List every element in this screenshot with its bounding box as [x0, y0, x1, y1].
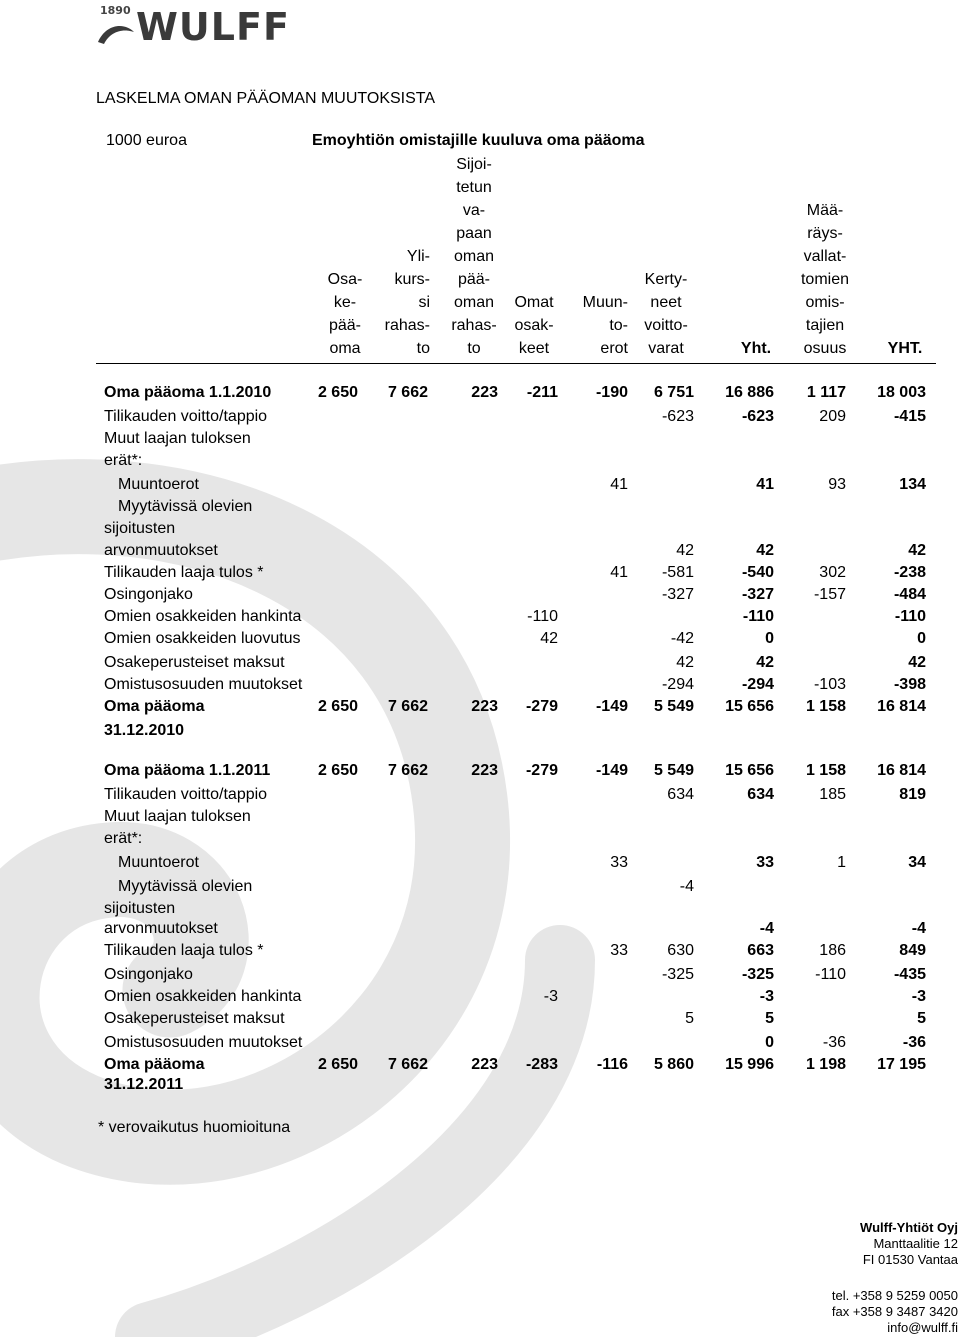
table-cell: 663	[747, 942, 774, 959]
table-cell: -279	[525, 698, 558, 715]
row-label: 31.12.2010	[104, 722, 185, 739]
table-row	[0, 762, 960, 784]
table-cell: 5	[917, 1010, 926, 1027]
header-rule	[96, 363, 936, 364]
table-cell: -294	[661, 676, 694, 693]
table-cell: 16 886	[725, 384, 774, 401]
row-label: Omistusosuuden muutokset	[104, 1034, 303, 1051]
table-cell: 223	[471, 1056, 498, 1073]
row-label: Osakeperusteiset maksut	[104, 654, 285, 671]
table-row	[0, 942, 960, 964]
table-row	[0, 608, 960, 630]
table-cell: 849	[899, 942, 926, 959]
table-cell: -325	[741, 966, 774, 983]
row-label: erät*:	[104, 830, 143, 847]
company-email[interactable]: info@wulff.fi	[887, 1320, 958, 1335]
table-cell: 5	[765, 1010, 774, 1027]
table-cell: 2 650	[317, 1056, 358, 1073]
company-name: Wulff-Yhtiöt Oyj	[860, 1220, 958, 1235]
table-row	[0, 698, 960, 720]
row-label: Omien osakkeiden luovutus	[104, 630, 301, 647]
table-cell: -110	[815, 966, 846, 983]
table-cell: 1 158	[805, 762, 846, 779]
company-street: Manttaalitie 12	[873, 1236, 958, 1251]
row-label: Osingonjako	[104, 586, 193, 603]
row-label: Muut laajan tuloksen	[104, 430, 251, 447]
row-label: Oma pääoma 1.1.2010	[104, 384, 272, 401]
table-cell: -283	[525, 1056, 558, 1073]
table-cell: 42	[676, 542, 694, 559]
table-row	[0, 408, 960, 430]
row-label: Muuntoerot	[118, 854, 199, 871]
table-cell: 0	[765, 1034, 774, 1051]
table-cell: 42	[756, 542, 774, 559]
table-cell: -190	[595, 384, 628, 401]
table-cell: 16 814	[877, 698, 926, 715]
row-label: Muut laajan tuloksen	[104, 808, 251, 825]
table-cell: 7 662	[387, 698, 428, 715]
table-cell: 223	[471, 384, 498, 401]
table-cell: 93	[828, 476, 846, 493]
table-row	[0, 878, 960, 900]
table-row	[0, 654, 960, 676]
row-label: arvonmuutokset	[104, 542, 218, 559]
table-row	[0, 520, 960, 542]
table-cell: -279	[525, 762, 558, 779]
table-cell: 2 650	[317, 384, 358, 401]
table-cell: -36	[902, 1034, 926, 1051]
table-row	[0, 854, 960, 876]
table-cell: -238	[893, 564, 926, 581]
row-label: Tilikauden laaja tulos *	[104, 942, 264, 959]
table-cell: 41	[610, 476, 628, 493]
table-row	[0, 452, 960, 474]
row-label: Oma pääoma	[104, 1056, 205, 1073]
table-cell: 42	[756, 654, 774, 671]
colhead-invested-equity: Sijoi- tetun va- paan oman pää- oman rahas- to	[451, 156, 497, 357]
table-cell: -327	[741, 586, 774, 603]
table-cell: 33	[610, 942, 628, 959]
table-cell: -3	[911, 988, 926, 1005]
company-address	[658, 1220, 958, 1268]
table-cell: 209	[819, 408, 846, 425]
table-row	[0, 1010, 960, 1032]
table-cell: 634	[747, 786, 774, 803]
table-cell: 7 662	[387, 762, 428, 779]
table-cell: 2 650	[317, 762, 358, 779]
table-row	[0, 542, 960, 564]
row-label: 31.12.2011	[104, 1076, 184, 1093]
table-row	[0, 498, 960, 520]
table-cell: 16 814	[877, 762, 926, 779]
table-cell: 2 650	[317, 698, 358, 715]
table-row	[0, 722, 960, 744]
company-city: FI 01530 Vantaa	[862, 1252, 958, 1267]
table-cell: -211	[526, 384, 558, 401]
table-cell: 1	[837, 854, 846, 871]
table-cell: 42	[676, 654, 694, 671]
row-label: Osingonjako	[104, 966, 193, 983]
table-row	[0, 786, 960, 808]
table-cell: -42	[670, 630, 694, 647]
company-phone: tel. +358 9 5259 0050	[831, 1288, 958, 1303]
table-cell: -435	[893, 966, 926, 983]
table-cell: -581	[661, 564, 694, 581]
table-row	[0, 988, 960, 1010]
logo-text: WULFF	[136, 5, 290, 49]
table-cell: -110	[742, 608, 774, 625]
row-label: Tilikauden voitto/tappio	[104, 408, 268, 425]
table-cell: -149	[595, 762, 628, 779]
logo-swoosh-icon	[96, 18, 136, 48]
table-cell: -103	[813, 676, 846, 693]
row-label: Myytävissä olevien	[118, 498, 253, 515]
table-cell: 819	[899, 786, 926, 803]
row-label: Omistusosuuden muutokset	[104, 676, 303, 693]
table-cell: 15 656	[725, 698, 774, 715]
table-row	[0, 476, 960, 498]
colhead-own-shares: Omat osak- keet	[514, 294, 554, 357]
table-cell: -623	[661, 408, 694, 425]
table-cell: -157	[813, 586, 846, 603]
row-label: Osakeperusteiset maksut	[104, 1010, 285, 1027]
row-label: arvonmuutokset	[104, 920, 218, 937]
colhead-share-capital: Osa- ke- pää- oma	[327, 271, 363, 357]
table-cell: -110	[894, 608, 926, 625]
table-row	[0, 630, 960, 652]
row-label: sijoitusten	[104, 520, 176, 537]
table-row	[0, 1076, 960, 1098]
company-fax: fax +358 9 3487 3420	[831, 1304, 958, 1319]
table-cell: 0	[765, 630, 774, 647]
table-cell: -3	[543, 988, 558, 1005]
colhead-minority: Mää- räys- vallat- tomien omis- tajien osuus	[800, 202, 850, 357]
table-row	[0, 830, 960, 852]
colhead-total: Yht.	[740, 340, 772, 357]
table-cell: 302	[819, 564, 846, 581]
table-cell: 42	[540, 630, 558, 647]
table-cell: 1 158	[805, 698, 846, 715]
table-cell: -540	[741, 564, 774, 581]
colhead-grand-total: YHT.	[887, 340, 923, 357]
colhead-retained: Kerty- neet voitto- varat	[644, 271, 688, 357]
table-row	[0, 808, 960, 830]
table-cell: 33	[610, 854, 628, 871]
table-cell: -415	[893, 408, 926, 425]
table-cell: 42	[908, 542, 926, 559]
table-row	[0, 384, 960, 406]
table-cell: -327	[661, 586, 694, 603]
table-cell: 5 860	[653, 1056, 694, 1073]
company-contact	[658, 1288, 958, 1336]
table-cell: 5 549	[653, 762, 694, 779]
page-title: LASKELMA OMAN PÄÄOMAN MUUTOKSISTA	[96, 90, 436, 107]
table-cell: -4	[679, 878, 694, 895]
table-cell: 630	[667, 942, 694, 959]
table-cell: -3	[759, 988, 774, 1005]
table-cell: 185	[819, 786, 846, 803]
row-label: sijoitusten	[104, 900, 176, 917]
table-cell: -623	[741, 408, 774, 425]
table-row	[0, 586, 960, 608]
table-cell: 15 656	[725, 762, 774, 779]
table-row	[0, 1056, 960, 1078]
table-cell: -4	[759, 920, 774, 937]
table-cell: 1 117	[806, 384, 846, 401]
colhead-translation: Muun- to- erot	[582, 294, 628, 357]
group-header: Emoyhtiön omistajille kuuluva oma pääoma	[312, 132, 645, 149]
table-cell: 41	[756, 476, 774, 493]
row-label: erät*:	[104, 452, 143, 469]
table-cell: 18 003	[877, 384, 926, 401]
table-cell: -398	[893, 676, 926, 693]
row-label: Myytävissä olevien	[118, 878, 253, 895]
table-row	[0, 920, 960, 942]
row-label: Tilikauden laaja tulos *	[104, 564, 264, 581]
table-cell: 41	[610, 564, 628, 581]
table-cell: -116	[596, 1056, 628, 1073]
table-row	[0, 900, 960, 922]
table-row	[0, 1034, 960, 1056]
table-cell: 33	[756, 854, 774, 871]
table-cell: 15 996	[725, 1056, 774, 1073]
table-row	[0, 430, 960, 452]
table-row	[0, 966, 960, 988]
row-label: Omien osakkeiden hankinta	[104, 988, 302, 1005]
table-cell: 634	[667, 786, 694, 803]
table-row	[0, 676, 960, 698]
row-label: Tilikauden voitto/tappio	[104, 786, 268, 803]
wulff-logo	[96, 4, 366, 52]
table-cell: 6 751	[653, 384, 694, 401]
logo-year: 1890	[100, 4, 131, 17]
table-cell: -294	[741, 676, 774, 693]
table-cell: 5	[685, 1010, 694, 1027]
table-cell: -4	[911, 920, 926, 937]
table-cell: -484	[893, 586, 926, 603]
table-cell: 0	[917, 630, 926, 647]
table-cell: -325	[661, 966, 694, 983]
unit-label: 1000 euroa	[106, 132, 187, 149]
colhead-share-premium: Yli- kurs- si rahas- to	[384, 248, 430, 357]
row-label: Oma pääoma 1.1.2011	[104, 762, 271, 779]
footnote: * verovaikutus huomioituna	[98, 1119, 291, 1136]
table-cell: 5 549	[653, 698, 694, 715]
table-cell: -149	[595, 698, 628, 715]
row-label: Omien osakkeiden hankinta	[104, 608, 302, 625]
table-cell: 34	[908, 854, 926, 871]
table-cell: 223	[471, 762, 498, 779]
table-cell: 7 662	[387, 1056, 428, 1073]
table-cell: 186	[819, 942, 846, 959]
table-cell: 134	[899, 476, 926, 493]
table-cell: 7 662	[387, 384, 428, 401]
table-cell: 17 195	[877, 1056, 926, 1073]
table-cell: 1 198	[805, 1056, 846, 1073]
row-label: Oma pääoma	[104, 698, 205, 715]
row-label: Muuntoerot	[118, 476, 199, 493]
table-cell: -110	[527, 608, 558, 625]
table-cell: 223	[471, 698, 498, 715]
table-cell: -36	[822, 1034, 846, 1051]
table-row	[0, 564, 960, 586]
table-cell: 42	[908, 654, 926, 671]
